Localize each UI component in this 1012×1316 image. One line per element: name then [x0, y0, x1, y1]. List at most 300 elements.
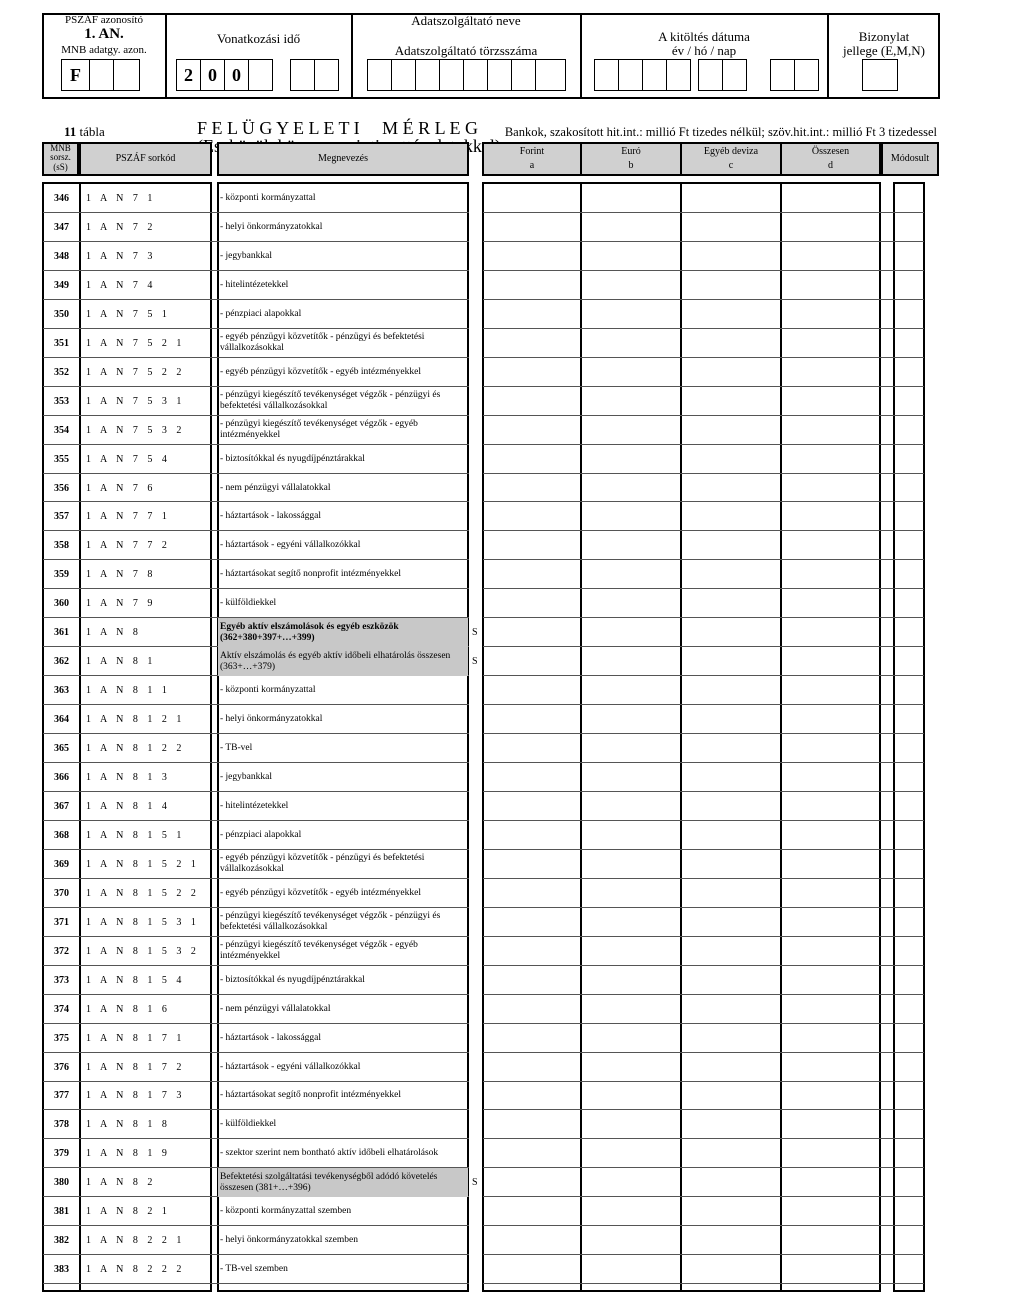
doc-type-label: Bizonylat: [858, 29, 910, 44]
value-cell-other-fx[interactable]: [682, 792, 780, 820]
value-cell-other-fx[interactable]: [682, 850, 780, 878]
row-label-text: - pénzügyi kiegészítő tevékenységet végzők - pénzügyi és befektetési vállalkozásokkal: [220, 911, 441, 933]
value-cell-modified[interactable]: [895, 1110, 923, 1138]
value-cell-forint[interactable]: [484, 1053, 580, 1081]
provider-reg-box-2[interactable]: [391, 59, 416, 91]
value-cell-modified[interactable]: [895, 1024, 923, 1052]
value-cell-total[interactable]: [782, 213, 879, 241]
value-cell-forint[interactable]: [484, 821, 580, 849]
doc-type-format: jellege (E,M,N): [843, 43, 925, 58]
fill-date-box-8[interactable]: [794, 59, 819, 91]
value-cell-euro[interactable]: [582, 705, 680, 733]
row-number: 361: [54, 627, 69, 639]
value-cell-modified[interactable]: [895, 1197, 923, 1225]
value-cell-other-fx[interactable]: [682, 1226, 780, 1254]
value-cell-modified[interactable]: [895, 502, 923, 530]
value-cell-forint[interactable]: [484, 908, 580, 936]
value-cell-modified[interactable]: [895, 531, 923, 559]
table-number: [64, 125, 105, 138]
value-cell-modified[interactable]: [895, 966, 923, 994]
row-code: 1 A N 8 1 2 1: [86, 714, 185, 726]
value-cell-modified[interactable]: [895, 821, 923, 849]
doc-type-box[interactable]: [862, 59, 898, 91]
value-cell-euro[interactable]: [582, 1168, 680, 1196]
row-number: 375: [54, 1032, 69, 1044]
value-cell-euro[interactable]: [582, 242, 680, 270]
value-cell-euro[interactable]: [582, 1053, 680, 1081]
value-cell-total[interactable]: [782, 734, 879, 762]
value-cell-other-fx[interactable]: [682, 734, 780, 762]
value-cell-total[interactable]: [782, 1255, 879, 1283]
row-code: 1 A N 8 1 5 3 1: [86, 916, 200, 928]
row-code: 1 A N 7 5 3 1: [86, 395, 185, 407]
sum-marker: S: [472, 1177, 478, 1189]
fill-date-box-1[interactable]: [594, 59, 619, 91]
year-box-1[interactable]: [176, 59, 201, 91]
value-cell-forint[interactable]: [484, 1197, 580, 1225]
value-cell-modified[interactable]: [895, 416, 923, 444]
value-cell-forint[interactable]: [484, 792, 580, 820]
value-cell-total[interactable]: [782, 792, 879, 820]
provider-reg-box-5[interactable]: [463, 59, 488, 91]
table-row: [43, 329, 469, 358]
value-cell-euro[interactable]: [582, 445, 680, 473]
year-box-2[interactable]: [200, 59, 225, 91]
value-cell-other-fx[interactable]: [682, 271, 780, 299]
value-cell-other-fx[interactable]: [682, 647, 780, 675]
value-cell-modified[interactable]: [895, 271, 923, 299]
row-label: [218, 1110, 468, 1139]
value-cell-other-fx[interactable]: [682, 1053, 780, 1081]
value-cell-total[interactable]: [782, 995, 879, 1023]
value-cell-modified[interactable]: [895, 937, 923, 965]
value-cell-euro[interactable]: [582, 329, 680, 357]
value-cell-forint[interactable]: [484, 213, 580, 241]
value-cell-forint[interactable]: [484, 560, 580, 588]
value-cell-other-fx[interactable]: [682, 445, 780, 473]
table-row: [43, 966, 469, 995]
table-row: [43, 937, 469, 966]
value-cell-euro[interactable]: [582, 937, 680, 965]
value-cell-other-fx[interactable]: [682, 416, 780, 444]
value-cell-modified[interactable]: [895, 1081, 923, 1109]
value-cell-modified[interactable]: [895, 445, 923, 473]
value-cell-other-fx[interactable]: [682, 1197, 780, 1225]
period-box-1[interactable]: [290, 59, 315, 91]
value-cell-other-fx[interactable]: [682, 1110, 780, 1138]
value-cell-euro[interactable]: [582, 531, 680, 559]
row-label-text: - központi kormányzattal: [220, 193, 316, 204]
value-cell-modified[interactable]: [895, 1226, 923, 1254]
value-cell-modified[interactable]: [895, 850, 923, 878]
value-cell-euro[interactable]: [582, 734, 680, 762]
value-cell-forint[interactable]: [484, 242, 580, 270]
value-cell-forint[interactable]: [484, 531, 580, 559]
value-cell-forint[interactable]: [484, 647, 580, 675]
value-cell-modified[interactable]: [895, 213, 923, 241]
col-header-other-fx-letter: c: [728, 160, 734, 171]
value-cell-euro[interactable]: [582, 474, 680, 502]
period-box-2[interactable]: [314, 59, 339, 91]
table-number-value: 11: [64, 124, 77, 139]
value-cell-total[interactable]: [782, 329, 879, 357]
value-cell-euro[interactable]: [582, 1226, 680, 1254]
value-cell-forint[interactable]: [484, 1110, 580, 1138]
value-cell-total[interactable]: [782, 705, 879, 733]
value-cell-forint[interactable]: [484, 1226, 580, 1254]
value-cell-euro[interactable]: [582, 995, 680, 1023]
value-cell-euro[interactable]: [582, 908, 680, 936]
row-label: [218, 1226, 468, 1255]
value-cell-modified[interactable]: [895, 647, 923, 675]
provider-reg-box-3[interactable]: [415, 59, 440, 91]
value-cell-modified[interactable]: [895, 1255, 923, 1283]
value-cell-total[interactable]: [782, 879, 879, 907]
table-row: [43, 1110, 469, 1139]
value-cell-total[interactable]: [782, 560, 879, 588]
value-cell-total[interactable]: [782, 502, 879, 530]
value-cell-euro[interactable]: [582, 676, 680, 704]
row-label: [218, 387, 468, 416]
value-cell-euro[interactable]: [582, 1024, 680, 1052]
fill-date-box-5[interactable]: [698, 59, 723, 91]
value-cell-modified[interactable]: [895, 358, 923, 386]
value-cell-other-fx[interactable]: [682, 502, 780, 530]
value-cell-total[interactable]: [782, 271, 879, 299]
value-cell-forint[interactable]: [484, 416, 580, 444]
value-cell-forint[interactable]: [484, 184, 580, 212]
value-cell-euro[interactable]: [582, 213, 680, 241]
provider-reg-box-1[interactable]: [367, 59, 392, 91]
value-cell-total[interactable]: [782, 184, 879, 212]
value-cell-forint[interactable]: [484, 966, 580, 994]
col-header-total: [780, 142, 881, 176]
value-cell-other-fx[interactable]: [682, 879, 780, 907]
value-cell-forint[interactable]: [484, 300, 580, 328]
value-cell-other-fx[interactable]: [682, 821, 780, 849]
value-cell-modified[interactable]: [895, 300, 923, 328]
value-cell-total[interactable]: [782, 445, 879, 473]
value-cell-modified[interactable]: [895, 908, 923, 936]
value-cell-modified[interactable]: [895, 589, 923, 617]
row-number: 383: [54, 1264, 69, 1276]
row-label: [218, 184, 468, 213]
value-cell-other-fx[interactable]: [682, 1081, 780, 1109]
value-cell-modified[interactable]: [895, 792, 923, 820]
value-cell-total[interactable]: [782, 1081, 879, 1109]
value-cell-other-fx[interactable]: [682, 908, 780, 936]
value-cell-modified[interactable]: [895, 879, 923, 907]
value-cell-total[interactable]: [782, 474, 879, 502]
value-cell-total[interactable]: [782, 1024, 879, 1052]
row-label: [218, 618, 468, 647]
value-cell-other-fx[interactable]: [682, 329, 780, 357]
value-cell-forint[interactable]: [484, 763, 580, 791]
value-cell-modified[interactable]: [895, 184, 923, 212]
table-row: [43, 1081, 469, 1110]
value-cell-modified[interactable]: [895, 705, 923, 733]
value-cell-total[interactable]: [782, 300, 879, 328]
value-cell-forint[interactable]: [484, 1024, 580, 1052]
value-cell-other-fx[interactable]: [682, 242, 780, 270]
ref-time-label: Vonatkozási idő: [216, 31, 301, 46]
mnb-id-box-3[interactable]: [113, 59, 140, 91]
value-cell-modified[interactable]: [895, 560, 923, 588]
value-cell-euro[interactable]: [582, 1081, 680, 1109]
value-cell-forint[interactable]: [484, 618, 580, 646]
row-code: 1 A N 8 1 7 1: [86, 1032, 185, 1044]
row-number: 349: [54, 279, 69, 291]
row-code: 1 A N 7 6: [86, 482, 156, 494]
row-label: [218, 995, 468, 1024]
value-cell-forint[interactable]: [484, 1255, 580, 1283]
row-code: 1 A N 8 1 5 4: [86, 974, 185, 986]
row-label-text: Befektetési szolgáltatási tevékenységből adódó követelés összesen (381+…+396): [220, 1171, 438, 1193]
table-word: tábla: [79, 124, 105, 139]
value-cell-modified[interactable]: [895, 618, 923, 646]
row-number: 382: [54, 1235, 69, 1247]
value-cell-total[interactable]: [782, 966, 879, 994]
value-cell-euro[interactable]: [582, 358, 680, 386]
value-cell-total[interactable]: [782, 531, 879, 559]
value-cell-total[interactable]: [782, 387, 879, 415]
value-cell-total[interactable]: [782, 1226, 879, 1254]
row-number: 378: [54, 1119, 69, 1131]
value-cell-other-fx[interactable]: [682, 474, 780, 502]
row-label-text: - háztartások - egyéni vállalkozókkal: [220, 1061, 361, 1072]
value-cell-euro[interactable]: [582, 387, 680, 415]
value-cell-other-fx[interactable]: [682, 560, 780, 588]
fill-date-box-2[interactable]: [618, 59, 643, 91]
value-cell-other-fx[interactable]: [682, 589, 780, 617]
row-number: 351: [54, 337, 69, 349]
value-cell-euro[interactable]: [582, 1139, 680, 1167]
value-cell-euro[interactable]: [582, 792, 680, 820]
year-box-3[interactable]: [224, 59, 249, 91]
value-cell-euro[interactable]: [582, 821, 680, 849]
value-cell-other-fx[interactable]: [682, 213, 780, 241]
row-number: 364: [54, 714, 69, 726]
value-cell-other-fx[interactable]: [682, 705, 780, 733]
value-cell-other-fx[interactable]: [682, 531, 780, 559]
value-cell-modified[interactable]: [895, 995, 923, 1023]
table-row: [43, 879, 469, 908]
fill-date-box-4[interactable]: [666, 59, 691, 91]
value-cell-total[interactable]: [782, 589, 879, 617]
row-label-text: - pénzpiaci alapokkal: [220, 829, 302, 840]
col-header-mnb-text: MNB sorsz. (sS): [50, 143, 71, 172]
provider-reg-box-8[interactable]: [535, 59, 566, 91]
value-cell-euro[interactable]: [582, 416, 680, 444]
row-label: [218, 213, 468, 242]
value-cell-other-fx[interactable]: [682, 937, 780, 965]
value-cell-forint[interactable]: [484, 676, 580, 704]
year-digit: 2: [184, 65, 193, 85]
value-cell-modified[interactable]: [895, 1053, 923, 1081]
value-cell-total[interactable]: [782, 416, 879, 444]
value-cell-forint[interactable]: [484, 879, 580, 907]
value-cell-euro[interactable]: [582, 966, 680, 994]
fill-date-box-6[interactable]: [722, 59, 747, 91]
value-cell-total[interactable]: [782, 1139, 879, 1167]
value-cell-other-fx[interactable]: [682, 676, 780, 704]
fill-date-box-7[interactable]: [770, 59, 795, 91]
value-cell-forint[interactable]: [484, 734, 580, 762]
value-cell-forint[interactable]: [484, 474, 580, 502]
value-cell-other-fx[interactable]: [682, 184, 780, 212]
value-cell-other-fx[interactable]: [682, 387, 780, 415]
row-label: [218, 1053, 468, 1082]
col-header-euro-letter: b: [628, 160, 634, 171]
value-cell-total[interactable]: [782, 937, 879, 965]
value-cell-forint[interactable]: [484, 387, 580, 415]
row-code: 1 A N 7 5 1: [86, 308, 171, 320]
value-cell-modified[interactable]: [895, 329, 923, 357]
row-label: [218, 445, 468, 474]
value-cell-total[interactable]: [782, 676, 879, 704]
table-row: [43, 242, 469, 271]
value-cell-other-fx[interactable]: [682, 966, 780, 994]
value-cell-forint[interactable]: [484, 502, 580, 530]
value-cell-euro[interactable]: [582, 300, 680, 328]
value-cell-euro[interactable]: [582, 1255, 680, 1283]
value-cell-total[interactable]: [782, 647, 879, 675]
table-row: [43, 445, 469, 474]
value-cell-modified[interactable]: [895, 387, 923, 415]
fill-date-label: A kitöltés dátuma: [658, 29, 750, 44]
col-header-other-fx-text: Egyéb deviza: [703, 146, 759, 157]
value-cell-forint[interactable]: [484, 1139, 580, 1167]
value-cell-euro[interactable]: [582, 850, 680, 878]
table-row: [43, 1226, 469, 1255]
mnb-id-box-1[interactable]: [61, 59, 90, 91]
row-code: 1 A N 8 1 5 1: [86, 829, 185, 841]
value-cell-modified[interactable]: [895, 763, 923, 791]
mnb-id-box-2[interactable]: [89, 59, 114, 91]
table-row: [43, 213, 469, 242]
row-code: 1 A N 8: [86, 627, 142, 639]
value-cell-total[interactable]: [782, 821, 879, 849]
row-number: 358: [54, 540, 69, 552]
row-code: 1 A N 7 7 2: [86, 540, 171, 552]
value-cell-other-fx[interactable]: [682, 618, 780, 646]
value-cell-other-fx[interactable]: [682, 300, 780, 328]
provider-reg-box-7[interactable]: [511, 59, 536, 91]
value-cell-euro[interactable]: [582, 1110, 680, 1138]
value-cell-total[interactable]: [782, 358, 879, 386]
value-cell-forint[interactable]: [484, 329, 580, 357]
value-cell-forint[interactable]: [484, 589, 580, 617]
value-cell-forint[interactable]: [484, 1168, 580, 1196]
value-cell-total[interactable]: [782, 1168, 879, 1196]
value-cell-euro[interactable]: [582, 589, 680, 617]
value-cell-other-fx[interactable]: [682, 1139, 780, 1167]
value-cell-modified[interactable]: [895, 1168, 923, 1196]
row-label-text: - központi kormányzattal szemben: [220, 1206, 352, 1217]
row-number: 373: [54, 974, 69, 986]
value-cell-forint[interactable]: [484, 445, 580, 473]
value-cell-total[interactable]: [782, 850, 879, 878]
table-row: [43, 300, 469, 329]
value-cell-euro[interactable]: [582, 502, 680, 530]
value-cell-modified[interactable]: [895, 1139, 923, 1167]
value-cell-total[interactable]: [782, 242, 879, 270]
row-label-text: - központi kormányzattal: [220, 685, 316, 696]
value-cell-euro[interactable]: [582, 879, 680, 907]
row-code: 1 A N 7 1: [86, 193, 156, 204]
table-row: [43, 416, 469, 445]
value-cell-forint[interactable]: [484, 1081, 580, 1109]
value-cell-total[interactable]: [782, 1197, 879, 1225]
value-cell-forint[interactable]: [484, 358, 580, 386]
value-cell-euro[interactable]: [582, 271, 680, 299]
value-cell-other-fx[interactable]: [682, 995, 780, 1023]
value-cell-other-fx[interactable]: [682, 1024, 780, 1052]
row-label-text: - TB-vel szemben: [220, 1264, 288, 1275]
value-cell-euro[interactable]: [582, 184, 680, 212]
row-number: 369: [54, 858, 69, 870]
value-cell-other-fx[interactable]: [682, 1255, 780, 1283]
row-label: [218, 1255, 468, 1284]
row-number: 347: [54, 221, 69, 233]
row-code: 1 A N 8 1 6: [86, 1003, 171, 1015]
value-cell-other-fx[interactable]: [682, 1168, 780, 1196]
value-cell-modified[interactable]: [895, 242, 923, 270]
value-cell-total[interactable]: [782, 1110, 879, 1138]
value-cell-total[interactable]: [782, 1053, 879, 1081]
value-cell-modified[interactable]: [895, 676, 923, 704]
row-code: 1 A N 7 8: [86, 569, 156, 581]
value-cell-forint[interactable]: [484, 937, 580, 965]
value-cell-total[interactable]: [782, 908, 879, 936]
value-cell-euro[interactable]: [582, 618, 680, 646]
provider-reg-box-6[interactable]: [487, 59, 512, 91]
row-label-text: - háztartások - egyéni vállalkozókkal: [220, 540, 361, 551]
value-cell-forint[interactable]: [484, 705, 580, 733]
table-row: [43, 1139, 469, 1168]
fill-date-box-3[interactable]: [642, 59, 667, 91]
value-cell-other-fx[interactable]: [682, 763, 780, 791]
row-label: [218, 792, 468, 821]
provider-reg-box-4[interactable]: [439, 59, 464, 91]
row-label-text: - biztosítókkal és nyugdíjpénztárakkal: [220, 974, 365, 985]
value-cell-other-fx[interactable]: [682, 358, 780, 386]
row-label-text: - biztosítókkal és nyugdíjpénztárakkal: [220, 453, 365, 464]
value-cell-euro[interactable]: [582, 560, 680, 588]
value-cell-total[interactable]: [782, 618, 879, 646]
table-row: [43, 705, 469, 734]
value-cell-euro[interactable]: [582, 1197, 680, 1225]
row-code: 1 A N 8 1 7 2: [86, 1061, 185, 1073]
value-cell-euro[interactable]: [582, 763, 680, 791]
col-header-mnb: [42, 142, 79, 176]
value-cell-modified[interactable]: [895, 474, 923, 502]
row-number: 352: [54, 366, 69, 378]
value-cell-forint[interactable]: [484, 995, 580, 1023]
year-box-4[interactable]: [248, 59, 273, 91]
value-cell-euro[interactable]: [582, 647, 680, 675]
row-label: [218, 589, 468, 618]
value-cell-forint[interactable]: [484, 850, 580, 878]
row-label: [218, 966, 468, 995]
col-header-pszaf-text: PSZÁF sorkód: [115, 153, 176, 164]
row-number: 372: [54, 945, 69, 957]
row-label-text: - háztartások - lakossággal: [220, 511, 322, 522]
sum-marker: S: [472, 656, 478, 668]
value-cell-modified[interactable]: [895, 734, 923, 762]
value-cell-total[interactable]: [782, 763, 879, 791]
value-cell-forint[interactable]: [484, 271, 580, 299]
